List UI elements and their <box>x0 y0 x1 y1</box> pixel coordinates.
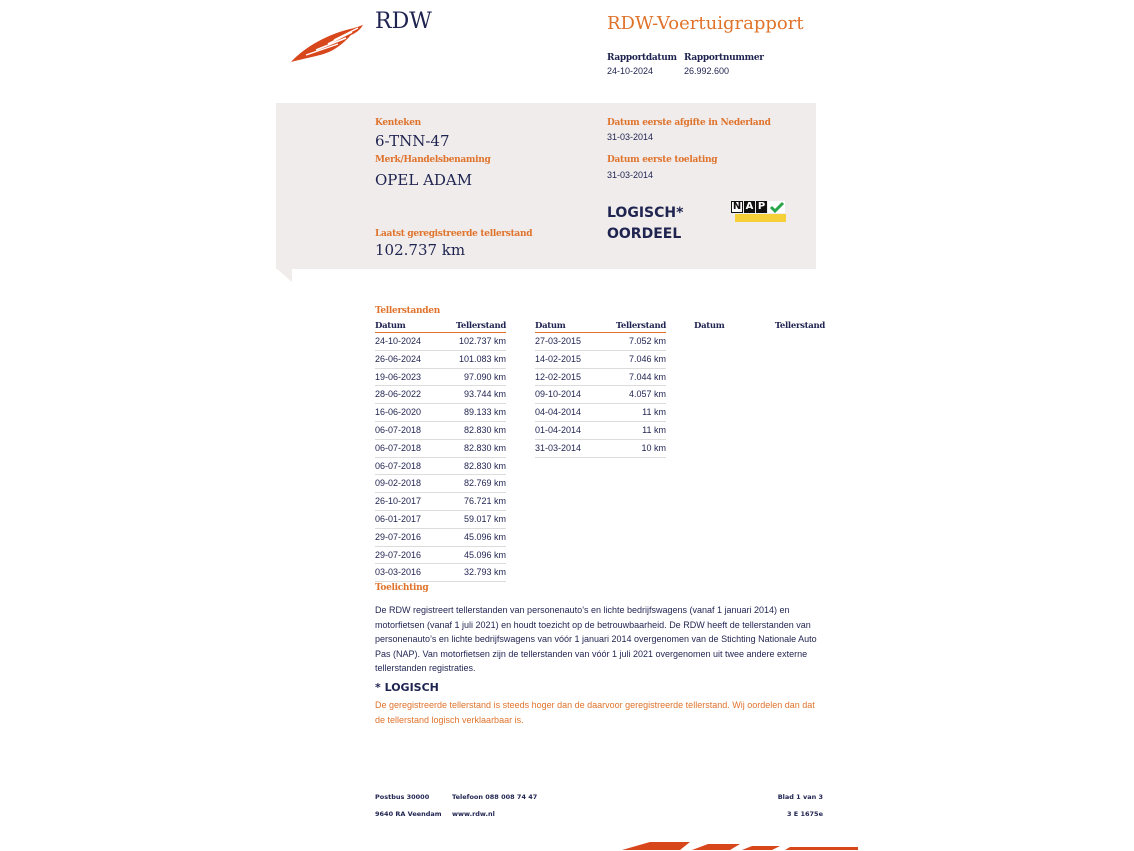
make-value: OPEL ADAM <box>375 171 473 189</box>
explanation-text: De RDW registreert tellerstanden van personenauto’s en lichte bedrijfswagens (vanaf 1 januari 2014) en motorfietsen (vanaf 1 juli 2021) en houdt toezicht op de betrouwbaarheid. De RDW heeft de tellerstanden van personenauto’s en lichte bedrijfswagens van vóór 1 januari 2014 overgenomen van de Stichting Nationale Auto Pas (NAP). Van motorfietsen zijn de tellerstanden van vóór 1 juli 2021 overgenomen uit twee andere externe tellerstanden registraties. <box>375 605 817 673</box>
table-header <box>535 321 666 333</box>
reading-date: 12-02-2015 <box>535 371 582 382</box>
reading-date: 09-02-2018 <box>375 478 422 489</box>
table-body <box>535 333 666 458</box>
col-date-header: Datum <box>535 321 566 331</box>
table-row <box>535 351 666 369</box>
reading-date: 03-03-2016 <box>375 567 422 578</box>
first-nl-label: Datum eerste afgifte in Nederland <box>607 118 771 128</box>
reading-value: 101.083 km <box>458 353 506 364</box>
table-row <box>535 404 666 422</box>
table-row <box>375 351 506 369</box>
readings-table-1 <box>375 321 506 582</box>
reading-date: 31-03-2014 <box>535 442 582 453</box>
reading-value: 82.830 km <box>463 424 506 435</box>
reading-value: 76.721 km <box>463 496 506 507</box>
reading-date: 19-06-2023 <box>375 371 422 382</box>
verdict-line2: OORDEEL <box>607 226 682 242</box>
table-row <box>535 440 666 458</box>
org-name: RDW <box>375 9 432 34</box>
reading-date: 04-04-2014 <box>535 407 582 418</box>
reading-date: 01-04-2014 <box>535 424 582 435</box>
table-row <box>375 404 506 422</box>
footer-city: 9640 RA Veendam <box>375 810 442 818</box>
panel-corner <box>276 268 292 282</box>
nap-logo <box>731 201 786 222</box>
table-row <box>375 529 506 547</box>
readings-table-3 <box>694 321 825 332</box>
logisch-heading: * LOGISCH <box>375 681 439 694</box>
odometer-value: 102.737 km <box>375 241 466 259</box>
reading-value: 93.744 km <box>463 389 506 400</box>
col-date-header: Datum <box>375 321 406 331</box>
table-row <box>375 511 506 529</box>
reading-value: 97.090 km <box>463 371 506 382</box>
reading-value: 59.017 km <box>463 513 506 524</box>
footer-postbus: Postbus 30000 <box>375 793 430 801</box>
reading-date: 26-10-2017 <box>375 496 422 507</box>
reading-date: 29-07-2016 <box>375 549 422 560</box>
reading-value: 11 km <box>642 424 666 435</box>
reading-value: 82.830 km <box>463 460 506 471</box>
reading-value: 10 km <box>641 442 666 453</box>
reading-value: 45.096 km <box>463 549 506 560</box>
footer-web: www.rdw.nl <box>452 810 495 818</box>
reading-value: 4.057 km <box>628 389 666 400</box>
reading-date: 27-03-2015 <box>535 336 582 346</box>
table-row <box>375 458 506 476</box>
nap-letter-a: A <box>745 201 754 212</box>
reading-date: 16-06-2020 <box>375 407 422 418</box>
table-row <box>375 564 506 582</box>
col-date-header: Datum <box>694 321 725 331</box>
plate-label: Kenteken <box>375 118 421 128</box>
table-row <box>375 333 506 351</box>
table-row <box>535 369 666 387</box>
reading-value: 7.044 km <box>628 371 666 382</box>
first-admission-label: Datum eerste toelating <box>607 155 718 165</box>
footer-stripes-decoration <box>620 840 860 851</box>
reading-value: 11 km <box>642 407 666 418</box>
report-date: 24-10-2024 <box>607 66 654 76</box>
footer-phone: Telefoon 088 008 74 47 <box>452 793 538 801</box>
reading-value: 7.046 km <box>628 353 666 364</box>
reading-value: 102.737 km <box>458 336 506 346</box>
table-row <box>535 333 666 351</box>
reading-value: 45.096 km <box>463 531 506 542</box>
reading-date: 28-06-2022 <box>375 389 422 400</box>
report-number: 26.992.600 <box>684 66 730 76</box>
nap-letter-p: P <box>757 201 766 212</box>
reading-date: 06-07-2018 <box>375 424 422 435</box>
rdw-logo-icon <box>288 22 366 64</box>
table-row <box>375 547 506 565</box>
readings-table-2 <box>535 321 666 458</box>
table-header <box>694 321 825 332</box>
report-title: RDW-Voertuigrapport <box>607 13 804 34</box>
report-number-label: Rapportnummer <box>684 53 764 63</box>
reading-date: 14-02-2015 <box>535 353 582 364</box>
reading-date: 29-07-2016 <box>375 531 422 542</box>
first-admission-value: 31-03-2014 <box>607 170 654 180</box>
col-value-header: Tellerstand <box>455 321 506 331</box>
reading-date: 06-01-2017 <box>375 513 422 524</box>
table-row <box>535 422 666 440</box>
reading-value: 82.769 km <box>463 478 506 489</box>
col-value-header: Tellerstand <box>774 321 825 331</box>
odometer-label: Laatst geregistreerde tellerstand <box>375 229 533 239</box>
table-row <box>375 475 506 493</box>
nap-bar <box>735 214 786 222</box>
reading-value: 7.052 km <box>628 336 666 346</box>
reading-date: 24-10-2024 <box>375 336 422 346</box>
report-date-label: Rapportdatum <box>607 53 677 63</box>
table-row <box>375 386 506 404</box>
reading-date: 06-07-2018 <box>375 442 422 453</box>
table-body <box>375 333 506 582</box>
table-row <box>375 369 506 387</box>
verdict-line1: LOGISCH* <box>607 205 684 221</box>
plate-value: 6-TNN-47 <box>375 132 450 150</box>
reading-date: 06-07-2018 <box>375 460 422 471</box>
make-label: Merk/Handelsbenaming <box>375 155 491 165</box>
readings-title: Tellerstanden <box>375 306 440 316</box>
explanation-title: Toelichting <box>375 583 429 593</box>
reading-value: 89.133 km <box>463 407 506 418</box>
footer-code: 3 E 1675e <box>787 810 823 818</box>
reading-value: 82.830 km <box>463 442 506 453</box>
reading-date: 09-10-2014 <box>535 389 582 400</box>
reading-value: 32.793 km <box>463 567 506 578</box>
table-row <box>375 440 506 458</box>
first-nl-value: 31-03-2014 <box>607 132 654 142</box>
reading-date: 26-06-2024 <box>375 353 422 364</box>
verdict <box>607 203 683 245</box>
table-row <box>535 386 666 404</box>
table-row <box>375 422 506 440</box>
col-value-header: Tellerstand <box>615 321 666 331</box>
footer-page: Blad 1 van 3 <box>777 793 823 801</box>
nap-letter-n: N <box>732 201 742 212</box>
checkmark-icon <box>768 201 785 213</box>
table-header <box>375 321 506 333</box>
logisch-text: De geregistreerde tellerstand is steeds hoger dan de daarvoor geregistreerde tellerstand. Wij oordelen dan dat de tellerstand logisch verklaarbaar is. <box>375 700 815 725</box>
table-row <box>375 493 506 511</box>
